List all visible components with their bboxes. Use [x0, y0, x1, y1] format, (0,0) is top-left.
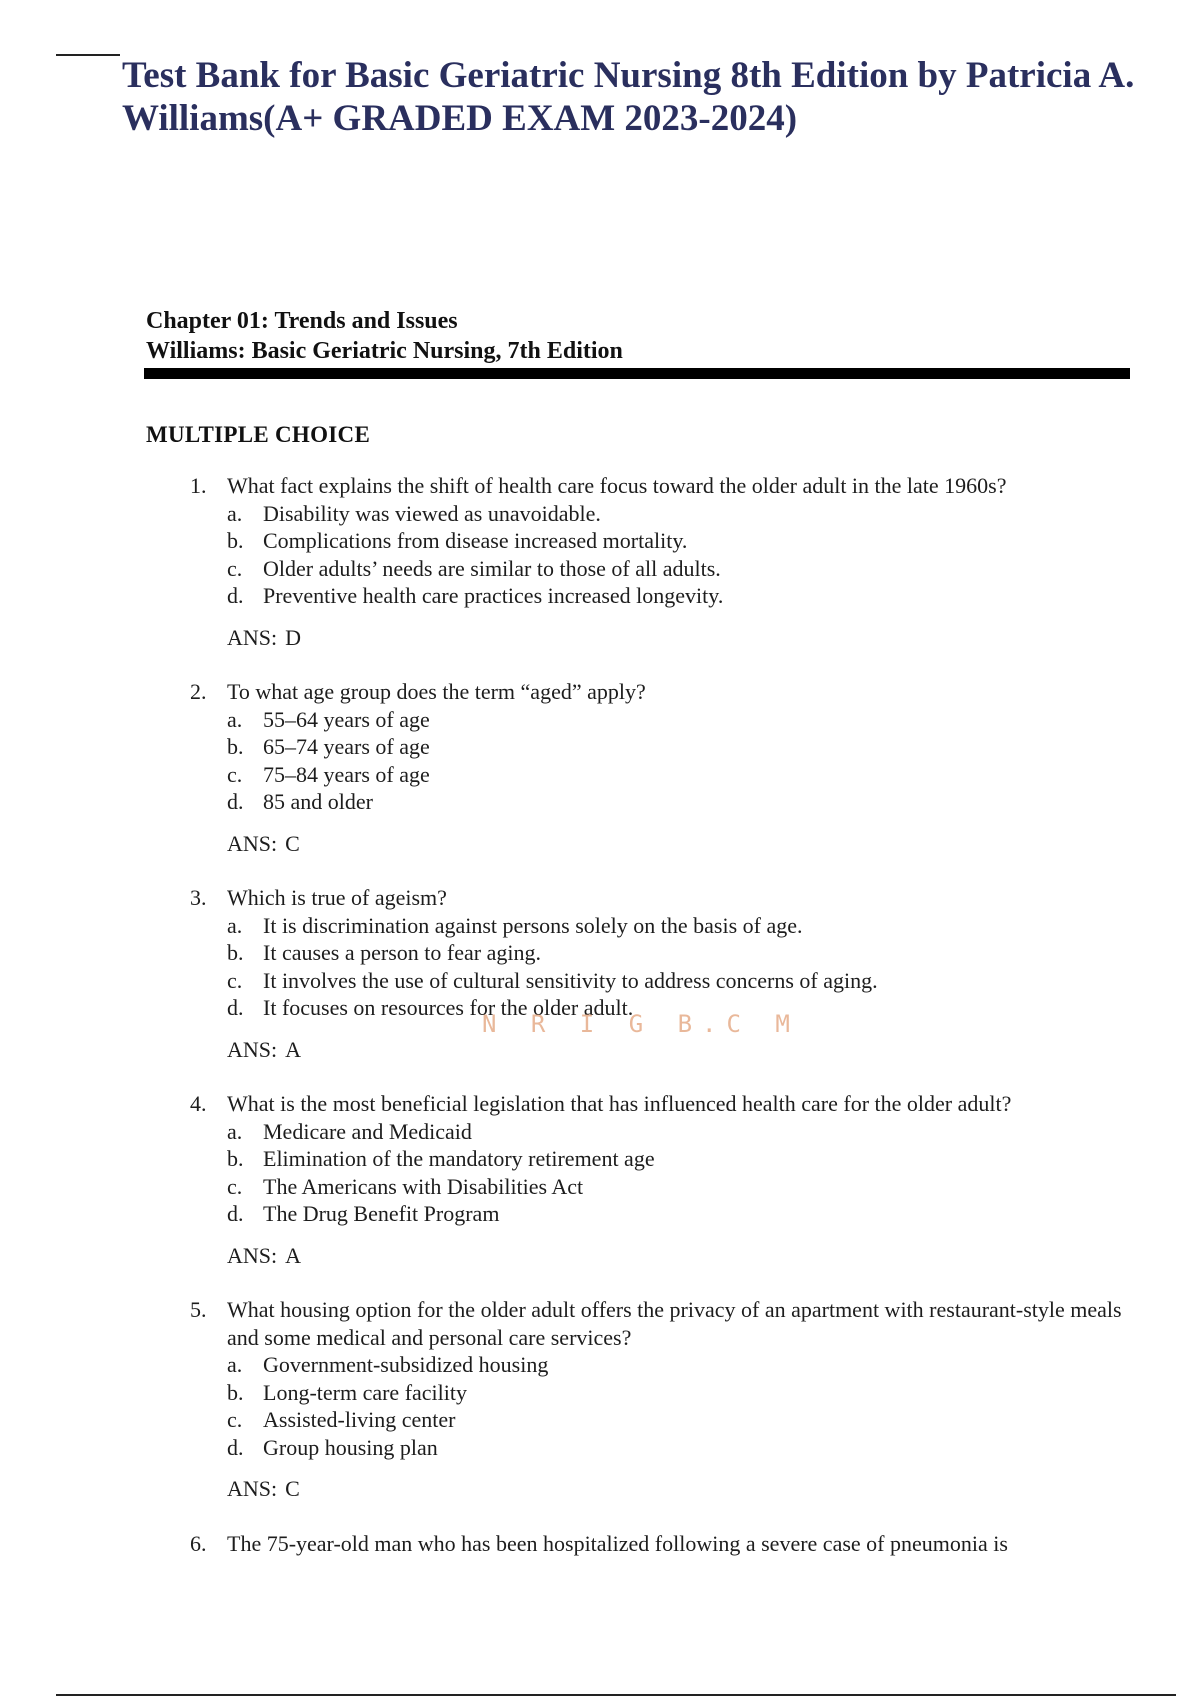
question-number: 2.	[190, 679, 207, 704]
answer-label: ANS:	[227, 1242, 278, 1268]
option-text: Elimination of the mandatory retirement age	[263, 1146, 655, 1171]
answer-key	[190, 1036, 1130, 1064]
answer-option	[190, 527, 1130, 555]
question-text: Which is true of ageism?	[227, 885, 447, 910]
option-letter: c.	[227, 967, 243, 993]
option-text: It causes a person to fear aging.	[263, 940, 541, 965]
answer-option	[190, 1351, 1130, 1379]
question-number: 1.	[190, 473, 207, 498]
answer-option	[190, 1406, 1130, 1434]
question-stem	[190, 678, 1130, 706]
question-text: What fact explains the shift of health care focus toward the older adult in the late 1960s?	[227, 473, 1007, 498]
answer-value: A	[285, 1036, 302, 1062]
chapter-title: Chapter 01: Trends and Issues	[146, 308, 458, 334]
answer-option	[190, 788, 1130, 816]
answer-label: ANS:	[227, 1476, 278, 1501]
option-text: 65–74 years of age	[263, 734, 430, 759]
answer-option	[190, 967, 1130, 995]
question-number: 5.	[190, 1297, 207, 1322]
option-letter: a.	[227, 1352, 243, 1377]
option-letter: b.	[227, 734, 244, 759]
question-stem	[190, 1296, 1130, 1351]
question-stem	[190, 472, 1130, 500]
question-number: 6.	[190, 1530, 207, 1556]
option-letter: c.	[227, 1407, 243, 1432]
answer-value: D	[285, 624, 302, 650]
question-text: To what age group does the term “aged” apply?	[227, 679, 646, 704]
document-title	[122, 54, 1182, 140]
chapter-header	[146, 306, 623, 366]
answer-option	[190, 582, 1130, 610]
option-text: The Americans with Disabilities Act	[263, 1173, 584, 1199]
option-text: It focuses on resources for the older adult.	[263, 995, 634, 1020]
question-stem	[190, 1090, 1130, 1118]
question-number: 4.	[190, 1091, 207, 1116]
answer-option	[190, 1200, 1130, 1228]
option-text: 85 and older	[263, 789, 373, 814]
option-letter: d.	[227, 995, 244, 1020]
answer-value: C	[285, 830, 300, 856]
option-text: Long-term care facility	[263, 1379, 468, 1405]
answer-option	[190, 1145, 1130, 1173]
document-title-line-1: Test Bank for Basic Geriatric Nursing 8th Edition by Patricia A.	[122, 55, 1135, 96]
option-text: Preventive health care practices increased longevity.	[263, 583, 724, 608]
option-letter: a.	[227, 1118, 243, 1144]
option-text: Disability was viewed as unavoidable.	[263, 500, 601, 526]
option-text: 75–84 years of age	[263, 761, 430, 787]
option-letter: d.	[227, 1201, 244, 1226]
answer-key	[190, 830, 1130, 858]
option-letter: d.	[227, 1434, 244, 1460]
option-text: The Drug Benefit Program	[263, 1201, 500, 1226]
option-text: Government-subsidized housing	[263, 1352, 549, 1377]
option-letter: d.	[227, 789, 244, 814]
watermark: N R I G B.C M	[482, 1010, 800, 1038]
question-item	[190, 472, 1130, 651]
answer-option	[190, 939, 1130, 967]
answer-option	[190, 555, 1130, 583]
answer-option	[190, 912, 1130, 940]
option-text: Assisted-living center	[263, 1407, 456, 1432]
question-stem	[190, 1530, 1130, 1558]
option-letter: c.	[227, 555, 243, 581]
option-letter: c.	[227, 761, 243, 787]
option-text: Older adults’ needs are similar to those of all adults.	[263, 555, 721, 581]
option-text: Group housing plan	[263, 1434, 438, 1460]
option-text: It involves the use of cultural sensitivity to address concerns of aging.	[263, 967, 878, 993]
answer-option	[190, 1118, 1130, 1146]
answer-value: A	[285, 1242, 302, 1268]
answer-key	[190, 1475, 1130, 1503]
document-title-line-2: Williams(A+ GRADED EXAM 2023-2024)	[122, 98, 798, 139]
option-letter: d.	[227, 583, 244, 608]
answer-label: ANS:	[227, 624, 278, 650]
option-letter: b.	[227, 1146, 244, 1171]
answer-option	[190, 1379, 1130, 1407]
answer-key	[190, 624, 1130, 652]
question-number: 3.	[190, 885, 207, 910]
bottom-rule	[56, 1694, 1176, 1696]
answer-option	[190, 1173, 1130, 1201]
answer-option	[190, 500, 1130, 528]
option-letter: b.	[227, 528, 244, 553]
question-text: What is the most beneficial legislation that has influenced health care for the older adult?	[227, 1091, 1012, 1116]
answer-option	[190, 733, 1130, 761]
question-text: The 75-year-old man who has been hospitalized following a severe case of pneumonia is	[227, 1530, 1008, 1556]
answer-option	[190, 1434, 1130, 1462]
option-letter: a.	[227, 500, 243, 526]
top-left-rule	[56, 54, 120, 56]
question-item	[190, 1530, 1130, 1558]
option-text: Medicare and Medicaid	[263, 1118, 472, 1144]
answer-label: ANS:	[227, 830, 278, 856]
question-item	[190, 1296, 1130, 1503]
option-letter: a.	[227, 912, 243, 938]
chapter-source: Williams: Basic Geriatric Nursing, 7th Edition	[146, 338, 623, 364]
option-text: 55–64 years of age	[263, 706, 430, 732]
option-letter: b.	[227, 1379, 244, 1405]
answer-key	[190, 1242, 1130, 1270]
option-letter: b.	[227, 940, 244, 965]
answer-value: C	[285, 1476, 300, 1501]
answer-option	[190, 761, 1130, 789]
option-text: Complications from disease increased mortality.	[263, 528, 688, 553]
option-letter: c.	[227, 1173, 243, 1199]
chapter-divider	[144, 368, 1130, 379]
question-item	[190, 678, 1130, 857]
answer-option	[190, 706, 1130, 734]
question-text: What housing option for the older adult offers the privacy of an apartment with restaurant-style meals and some medical and personal care services?	[227, 1297, 1122, 1350]
section-heading: MULTIPLE CHOICE	[146, 422, 371, 447]
answer-label: ANS:	[227, 1036, 278, 1062]
option-text: It is discrimination against persons solely on the basis of age.	[263, 912, 803, 938]
option-letter: a.	[227, 706, 243, 732]
question-item	[190, 1090, 1130, 1269]
question-stem	[190, 884, 1130, 912]
